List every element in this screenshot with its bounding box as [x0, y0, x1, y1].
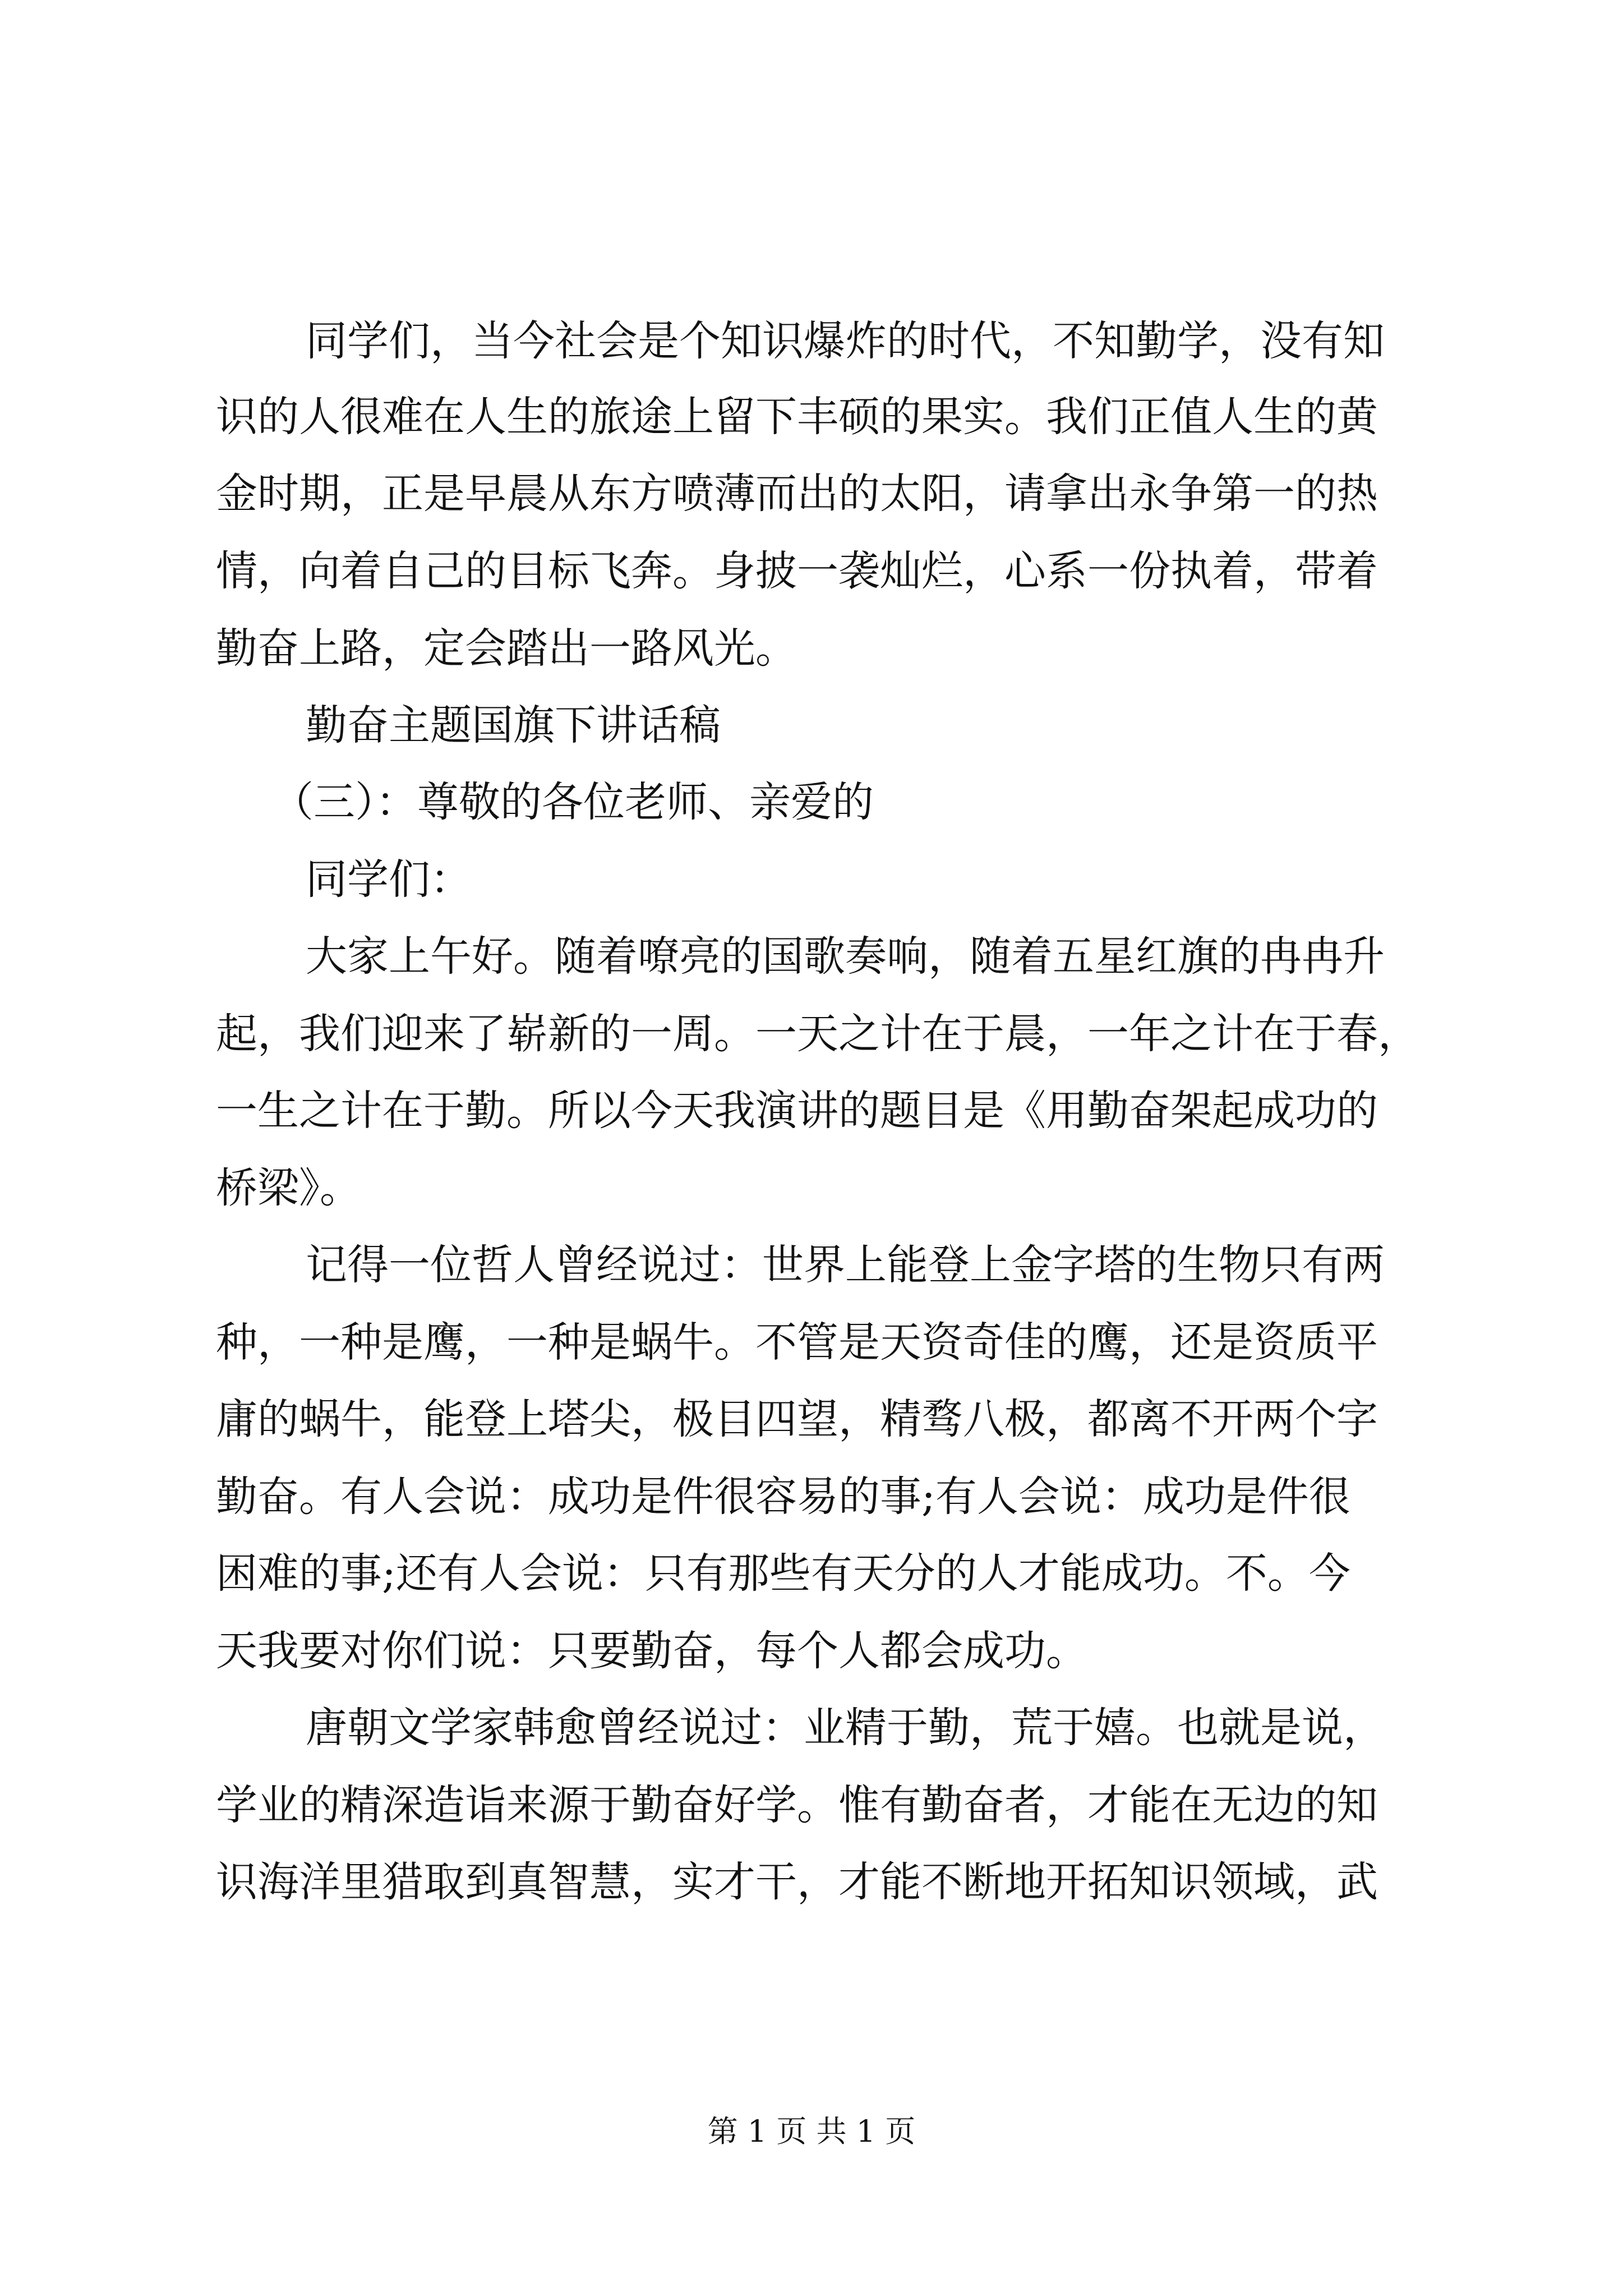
paragraph-2-line-2: 起，我们迎来了崭新的一周。一天之计在于晨，一年之计在于春， — [216, 1010, 1419, 1058]
paragraph-2-line-3: 一生之计在于勤。所以今天我演讲的题目是《用勤奋架起成功的 — [216, 1087, 1378, 1135]
page-number-footer: 第 1 页 共 1 页 — [707, 2114, 916, 2149]
paragraph-4-line-1: 唐朝文学家韩愈曾经说过：业精于勤，荒于嬉。也就是说， — [306, 1704, 1385, 1752]
paragraph-3-line-1: 记得一位哲人曾经说过：世界上能登上金字塔的生物只有两 — [306, 1241, 1385, 1289]
paragraph-1-line-2: 识的人很难在人生的旅途上留下丰硕的果实。我们正值人生的黄 — [216, 393, 1378, 441]
paragraph-3-line-6: 天我要对你们说：只要勤奋，每个人都会成功。 — [216, 1627, 1087, 1675]
salutation-students-line: 同学们： — [306, 855, 472, 904]
salutation-line: （三）：尊敬的各位老师、亲爱的 — [272, 778, 874, 826]
paragraph-1-line-3: 金时期，正是早晨从东方喷薄而出的太阳，请拿出永争第一的热 — [216, 470, 1378, 518]
paragraph-3-line-5: 困难的事;还有人会说：只有那些有天分的人才能成功。不。今 — [216, 1549, 1350, 1598]
paragraph-2-line-4: 桥梁》。 — [216, 1164, 361, 1212]
paragraph-4-line-3: 识海洋里猎取到真智慧，实才干，才能不断地开拓知识领域，武 — [216, 1858, 1378, 1906]
paragraph-3-line-2: 种，一种是鹰，一种是蜗牛。不管是天资奇佳的鹰，还是资质平 — [216, 1318, 1378, 1366]
paragraph-2-line-1: 大家上午好。随着嘹亮的国歌奏响，随着五星红旗的冉冉升 — [306, 932, 1385, 981]
paragraph-1-line-5: 勤奋上路，定会踏出一路风光。 — [216, 624, 797, 673]
paragraph-3-line-4: 勤奋。有人会说：成功是件很容易的事;有人会说：成功是件很 — [216, 1473, 1350, 1521]
paragraph-4-line-2: 学业的精深造诣来源于勤奋好学。惟有勤奋者，才能在无边的知 — [216, 1781, 1378, 1829]
paragraph-1-line-1: 同学们，当今社会是个知识爆炸的时代，不知勤学，没有知 — [306, 317, 1385, 365]
speech-title-line: 勤奋主题国旗下讲话稿 — [306, 701, 721, 749]
paragraph-3-line-3: 庸的蜗牛，能登上塔尖，极目四望，精骛八极，都离不开两个字 — [216, 1395, 1378, 1443]
paragraph-1-line-4: 情，向着自己的目标飞奔。身披一袭灿烂，心系一份执着，带着 — [216, 547, 1378, 595]
